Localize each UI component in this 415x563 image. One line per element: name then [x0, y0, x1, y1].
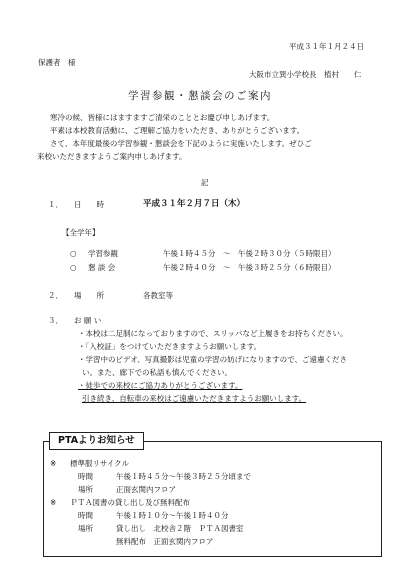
pta-section-1-row-2-value: 正面玄関内フロア	[116, 485, 176, 494]
pta-section-2-row-2-label: 場所	[78, 524, 93, 533]
event-place: 各教室等	[143, 291, 173, 300]
intro-line-1: 寒冷の候、皆様にはますますご清栄のこととお慶び申しあげます。	[50, 113, 275, 122]
pta-section-2-row-1-label: 時間	[78, 511, 93, 520]
item-3-number: ３．	[48, 316, 63, 325]
schedule-1-bullet: ○	[70, 249, 77, 258]
schedule-1-time: 午後１時４５分 ～ 午後２時３０分（５時限目）	[163, 249, 336, 258]
schedule-2-time: 午後２時４０分 ～ 午後３時２５分（６時限目）	[163, 263, 336, 272]
request-line-5: ・徒歩での来校にご協力ありがとうございます。	[78, 381, 243, 390]
request-line-6: 引き続き、自転車の来校はご遠慮いただきますようお願いします。	[82, 394, 307, 403]
schedule-2-name: 懇 談 会	[88, 263, 116, 272]
item-2-label: 場 所	[74, 291, 104, 300]
schedule-2-bullet: ○	[70, 263, 77, 272]
grade-label: 【全学年】	[62, 228, 100, 237]
event-date: 平成３１年２月７日（木）	[143, 199, 246, 209]
pta-section-2-row-1-value: 午後１時１０分～午後１時４０分	[116, 511, 229, 520]
sender: 大阪市立巽小学校長 植村 仁	[249, 70, 362, 79]
item-1-label: 日 時	[74, 200, 104, 209]
intro-line-3: さて、本年度最後の学習参観・懇談会を下記のように実施いたします。ぜひご	[50, 139, 312, 148]
item-1-number: １．	[48, 200, 63, 209]
request-line-4: い。また、廊下での私語も慎んでください。	[82, 368, 232, 377]
schedule-1-name: 学習参観	[88, 249, 118, 258]
pta-section-1-row-2-label: 場所	[78, 485, 93, 494]
pta-section-2-row-2-value: 貸し出し 北校舎２階 ＰＴＡ図書室	[116, 524, 244, 533]
pta-section-1-title: 標準服リサイクル	[70, 459, 129, 468]
pta-section-2-mark: ※	[50, 498, 57, 507]
pta-heading: PTAよりお知らせ	[49, 432, 144, 450]
document-date: 平成３１年１月２４日	[289, 42, 364, 51]
document-title: 学習参観・懇談会のご案内	[128, 90, 272, 102]
request-line-1: ・本校は二足制になっておりますので、スリッパなど上履きをお持ちください。	[78, 329, 348, 338]
pta-section-1-mark: ※	[50, 459, 57, 468]
request-line-3: ・学習中のビデオ、写真撮影は児童の学習の妨げになりますので、ご遠慮くださ	[78, 355, 348, 364]
pta-section-2-row-3-value: 無料配布 正面玄関内フロア	[116, 537, 214, 546]
ki-mark: 記	[201, 178, 209, 187]
pta-section-1-row-1-label: 時間	[78, 472, 93, 481]
pta-section-1-row-1-value: 午後１時４５分～午後３時２５分頃まで	[116, 472, 251, 481]
recipient: 保護者 様	[38, 58, 76, 67]
pta-section-2-title: ＰＴＡ図書の貸し出し及び無料配布	[70, 498, 190, 507]
item-3-label: お 願 い	[74, 316, 102, 325]
request-line-2: ・「入校証」をつけていただきますようお願いします。	[78, 342, 262, 351]
intro-line-2: 平素は本校教育活動に、ご理解ご協力をいただき、ありがとうございます。	[50, 126, 305, 135]
item-2-number: ２．	[48, 291, 63, 300]
intro-line-4: 来校いただきますようご案内申しあげます。	[37, 152, 187, 161]
